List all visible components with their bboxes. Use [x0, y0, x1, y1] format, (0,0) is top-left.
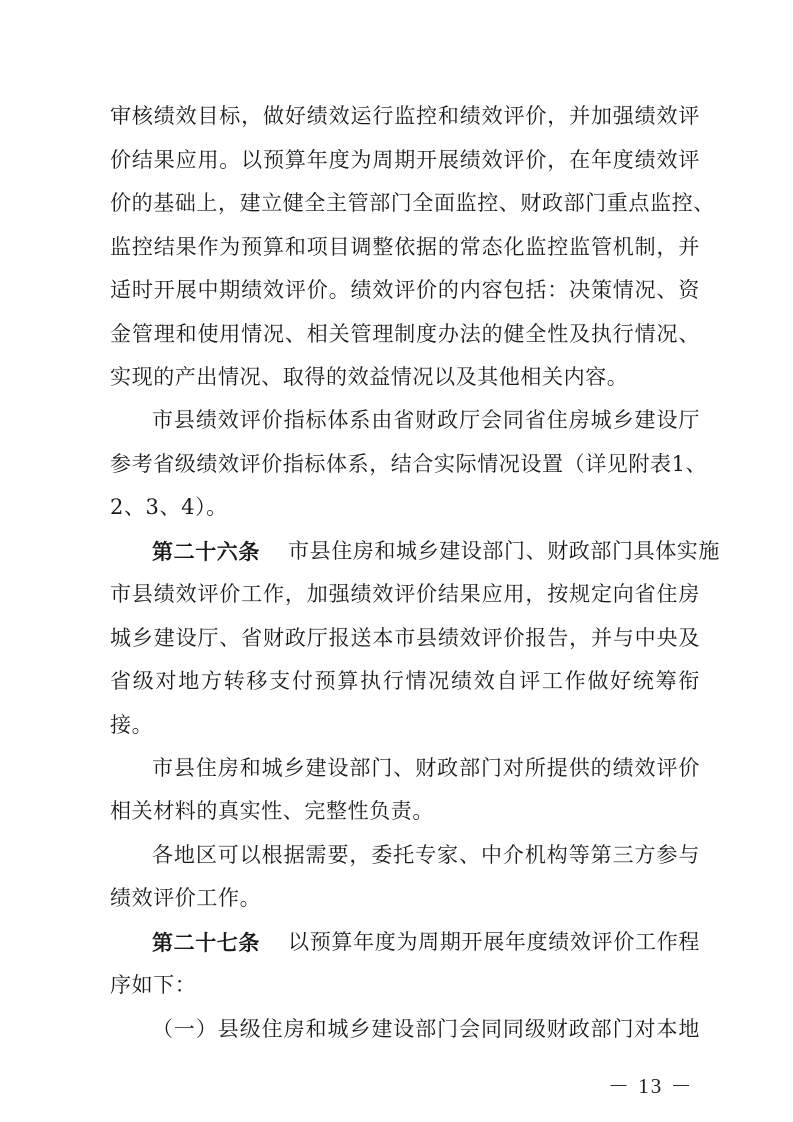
text-line: 城乡建设厅、省财政厅报送本市县绩效评价报告，并与中央及 [110, 626, 700, 650]
page-number: － 13 － [608, 1074, 694, 1098]
text-line: 以预算年度为周期开展年度绩效评价工作程 [288, 930, 700, 954]
text-line: 省级对地方转移支付预算执行情况绩效自评工作做好统筹衔 [110, 669, 700, 693]
article-27-line [152, 932, 700, 953]
text-line: 市县绩效评价工作，加强绩效评价结果应用，按规定向省住房 [110, 582, 700, 606]
article-26-title: 第二十六条 [152, 539, 260, 564]
text-line: 参考省级绩效评价指标体系，结合实际情况设置（详见附表1、 [110, 452, 708, 476]
text-line: 2、3、4）。 [110, 495, 228, 519]
text-line: 实现的产出情况、取得的效益情况以及其他相关内容。 [110, 365, 629, 389]
text-line: 审核绩效目标，做好绩效运行监控和绩效评价，并加强绩效评 [110, 104, 700, 128]
text-line: （一）县级住房和城乡建设部门会同同级财政部门对本地 [152, 1017, 700, 1041]
text-line: 各地区可以根据需要，委托专家、中介机构等第三方参与 [152, 843, 700, 867]
text-line: 序如下： [110, 973, 197, 997]
text-line: 市县住房和城乡建设部门、财政部门对所提供的绩效评价 [152, 756, 700, 780]
text-line: 监控结果作为预算和项目调整依据的常态化监控监管机制，并 [110, 235, 700, 259]
text-line: 价结果应用。以预算年度为周期开展绩效评价，在年度绩效评 [110, 148, 700, 172]
text-line: 绩效评价工作。 [110, 886, 262, 910]
text-line: 价的基础上，建立健全主管部门全面监控、财政部门重点监控、 [110, 191, 715, 215]
article-27-title: 第二十七条 [152, 930, 260, 955]
text-line: 适时开展中期绩效评价。绩效评价的内容包括：决策情况、资 [110, 278, 700, 302]
text-line: 接。 [110, 713, 154, 737]
text-line: 金管理和使用情况、相关管理制度办法的健全性及执行情况、 [110, 322, 700, 346]
text-line: 市县住房和城乡建设部门、财政部门具体实施 [288, 539, 720, 563]
article-26-line [152, 539, 720, 564]
text-line: 市县绩效评价指标体系由省财政厅会同省住房城乡建设厅 [152, 408, 700, 432]
text-line: 相关材料的真实性、完整性负责。 [110, 799, 434, 823]
